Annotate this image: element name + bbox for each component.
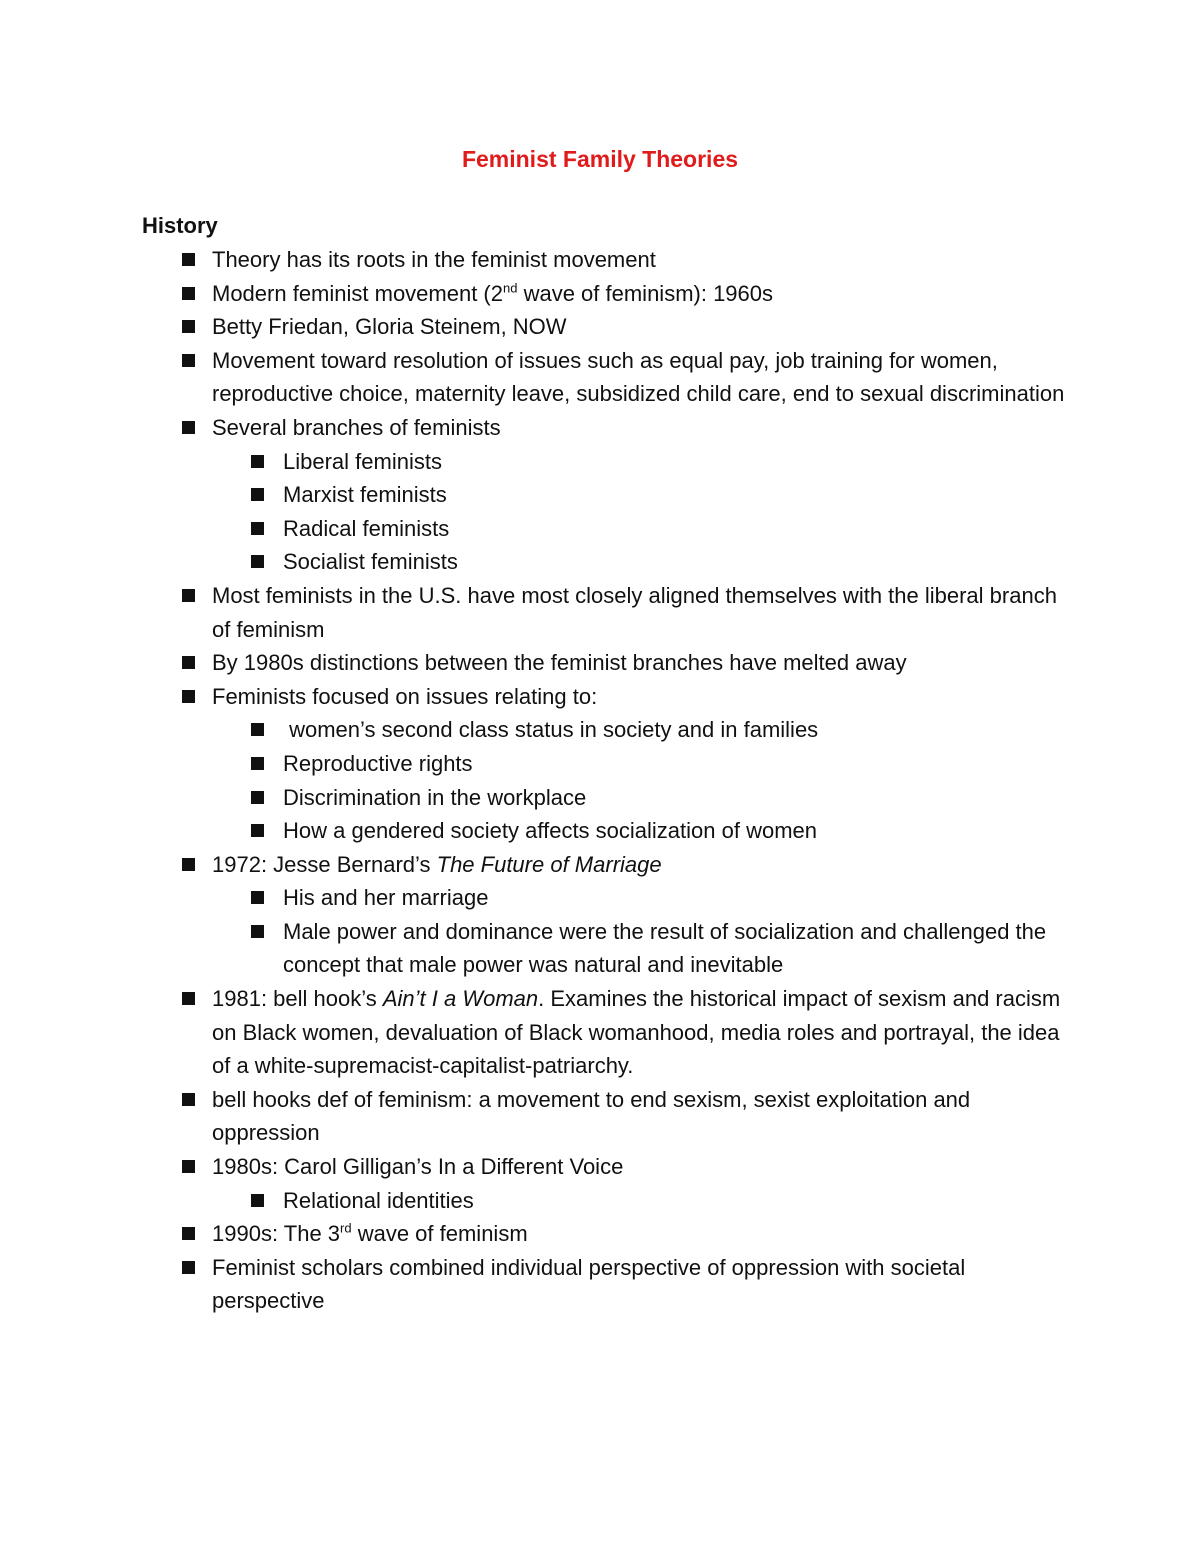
list-item-text: His and her marriage	[283, 885, 489, 911]
square-bullet-icon	[182, 253, 195, 266]
square-bullet-icon	[251, 757, 264, 770]
list-item-text: Liberal feminists	[283, 448, 442, 474]
sub-list-item	[142, 747, 1072, 781]
square-bullet-icon	[182, 858, 195, 871]
list-item-text: 1980s: Carol Gilligan’s In a Different Voice	[212, 1154, 624, 1180]
square-bullet-icon	[251, 555, 264, 568]
list-item-text: 1990s: The 3rd wave of feminism	[212, 1220, 528, 1247]
list-item-text: Feminist scholars combined individual perspective of oppression with societal perspective	[212, 1254, 966, 1314]
square-bullet-icon	[182, 992, 195, 1005]
square-bullet-icon	[251, 488, 264, 501]
sub-list-item	[142, 881, 1072, 915]
sub-list-item	[142, 545, 1072, 579]
list-item	[142, 579, 1072, 646]
sub-list-item	[142, 814, 1072, 848]
sub-list-item	[142, 478, 1072, 512]
square-bullet-icon	[251, 1194, 264, 1207]
square-bullet-icon	[182, 421, 195, 434]
square-bullet-icon	[182, 287, 195, 300]
list-item	[142, 1150, 1072, 1184]
list-item-text: Relational identities	[283, 1187, 474, 1213]
square-bullet-icon	[251, 891, 264, 904]
list-item-text: Several branches of feminists	[212, 414, 501, 440]
square-bullet-icon	[182, 1093, 195, 1106]
list-item-text: Socialist feminists	[283, 549, 458, 575]
sub-list-item	[142, 445, 1072, 479]
sub-list-item	[142, 1184, 1072, 1218]
book-title: The Future of Marriage	[436, 851, 662, 877]
list-item-text: How a gendered society affects socialization of women	[283, 818, 817, 844]
list-item	[142, 646, 1072, 680]
list-item	[142, 411, 1072, 445]
superscript: nd	[503, 280, 518, 296]
list-item	[142, 310, 1072, 344]
list-item	[142, 344, 1072, 411]
square-bullet-icon	[251, 824, 264, 837]
list-item-text: Theory has its roots in the feminist movement	[212, 247, 656, 272]
sub-list-item	[142, 512, 1072, 546]
list-item	[142, 680, 1072, 714]
list-item-text: Movement toward resolution of issues such as equal pay, job training for women, reproductive choice, maternity leave, subsidized child care, end to sexual discrimination	[212, 347, 1065, 407]
list-item-text: Male power and dominance were the result of socialization and challenged the concept that male power was natural and inevitable	[283, 918, 1047, 978]
sub-list-item	[142, 713, 1072, 747]
section-heading: History	[142, 213, 218, 238]
square-bullet-icon	[251, 455, 264, 468]
list-item	[142, 1083, 1072, 1150]
document-title: Feminist Family Theories	[461, 146, 739, 172]
square-bullet-icon	[182, 690, 195, 703]
list-item-text: Betty Friedan, Gloria Steinem, NOW	[212, 314, 567, 340]
square-bullet-icon	[251, 925, 264, 938]
list-item-text: Reproductive rights	[283, 750, 473, 776]
superscript: rd	[340, 1220, 352, 1236]
square-bullet-icon	[182, 1160, 195, 1173]
list-item-text: Radical feminists	[283, 515, 450, 541]
list-item	[142, 277, 1072, 311]
square-bullet-icon	[182, 354, 195, 367]
list-item-text: By 1980s distinctions between the feminist branches have melted away	[212, 650, 907, 676]
square-bullet-icon	[251, 522, 264, 535]
book-title: Ain’t I a Woman	[382, 986, 539, 1012]
list-item-text: 1981: bell hook’s Ain’t I a Woman. Examines the historical impact of sexism and racism on Black women, devaluation of Black womanhood, media roles and portrayal, the idea of a white-supremacist-capitalist-patriarchy.	[212, 986, 1061, 1079]
sub-list-item	[142, 915, 1072, 982]
square-bullet-icon	[182, 1227, 195, 1240]
history-list	[142, 243, 1072, 1318]
square-bullet-icon	[251, 723, 264, 736]
list-item-text: bell hooks def of feminism: a movement to end sexism, sexist exploitation and oppression	[212, 1086, 971, 1146]
list-item-text: Marxist feminists	[283, 482, 447, 508]
list-item-text: Discrimination in the workplace	[283, 784, 587, 810]
list-item-text: Modern feminist movement (2nd wave of feminism): 1960s	[212, 280, 774, 306]
list-item-text: Most feminists in the U.S. have most closely aligned themselves with the liberal branch of feminism	[212, 582, 1057, 642]
square-bullet-icon	[182, 1261, 195, 1274]
list-item	[142, 1217, 1072, 1251]
list-item-text: 1972: Jesse Bernard’s The Future of Marriage	[212, 851, 662, 877]
square-bullet-icon	[182, 656, 195, 669]
list-item	[142, 848, 1072, 882]
list-item-text: women’s second class status in society and in families	[283, 717, 819, 743]
list-item	[142, 982, 1072, 1083]
square-bullet-icon	[182, 589, 195, 602]
list-item	[142, 1251, 1072, 1318]
square-bullet-icon	[182, 320, 195, 333]
list-item-text: Feminists focused on issues relating to:	[212, 683, 598, 709]
square-bullet-icon	[251, 791, 264, 804]
sub-list-item	[142, 781, 1072, 815]
list-item	[142, 243, 1072, 277]
